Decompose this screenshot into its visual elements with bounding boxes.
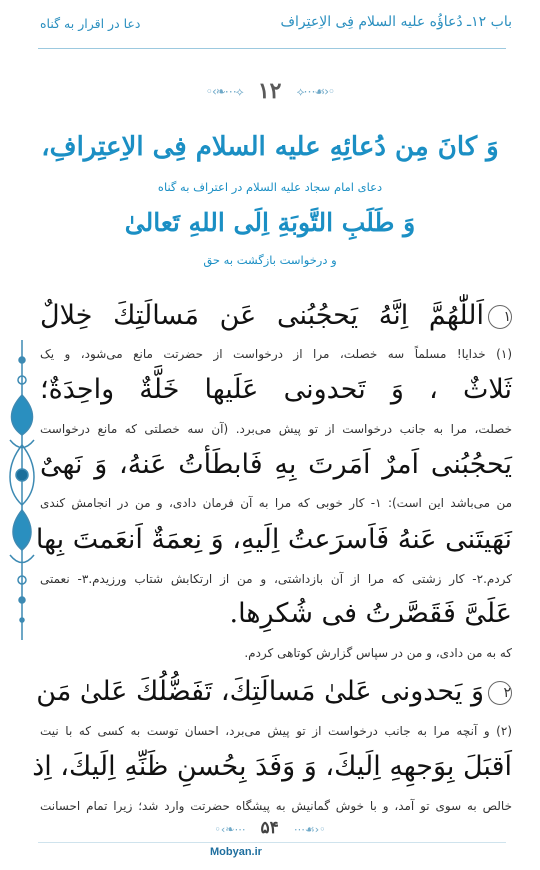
left-flourish-icon: ◦‹❧⋯ (214, 823, 246, 836)
page-header (0, 0, 540, 52)
verse-line-persian: من می‌باشد این است): ۱- کار خوبی که مرا به آن فرمان دادی، و من در انجامش کندی (40, 496, 513, 510)
verse-line-arabic: عَلَىَّ فَقَصَّرتُ فى شُكرِها. (229, 598, 512, 629)
page-number: ۵۴ (260, 818, 279, 838)
verse-text: وَ يَحدونى عَلىٰ مَسالَتِكَ، تَفَضُّلُكَ عَلىٰ مَن (36, 676, 484, 707)
site-watermark: Mobyan.ir (210, 846, 262, 858)
verse-line-arabic: نَهَيتَنى عَنهُ فَاَسرَعتُ اِلَيهِ، وَ نِعمَةٌ اَنعَمتَ بِها (35, 524, 512, 555)
verse-line-arabic: اَقبَلَ بِوَجهِهِ اِلَيكَ، وَ وَفَدَ بِحُسنِ ظَنِّهِ اِلَيكَ، اِذ (32, 751, 512, 782)
left-flourish-icon: ◦‹❧⋯⟡ (205, 84, 243, 99)
verse-line-arabic (36, 670, 512, 714)
right-flourish-icon: ⋯☙›◦ (293, 823, 326, 836)
chapter-badge (0, 78, 540, 104)
title-arabic-line1: وَ كانَ مِن دُعائِهِ عليه السلام فِى الاِعتِرافِ، (41, 132, 499, 162)
chapter-title: باب ۱۲ـ دُعاؤُه عليه السلام فِى الاِعتِراف (280, 14, 512, 30)
verse-line-persian: (۱) خدایا! مسلماً سه خصلت، مرا از درخواست از حضرتت مانع می‌شود، و یک (40, 347, 512, 361)
verse-line-arabic: ثَلاثٌ ، وَ تَحدونى عَلَيها خَلَّةٌ واحِدَةٌ؛ (40, 374, 512, 405)
header-divider (38, 48, 506, 49)
chapter-number: ۱۲ (257, 78, 282, 104)
page-number-badge (0, 818, 540, 838)
verse-line-persian: خصلت، مرا به جانب درخواست از تو پیش می‌برد. (آن سه خصلتی که مانع درخواست (40, 422, 512, 436)
verse-line-persian: (۲) و آنچه مرا به جانب درخواست از تو پیش می‌برد، احسان توست به کسی که با نیت (40, 724, 512, 738)
right-flourish-icon: ⟡⋯☙›◦ (296, 84, 335, 99)
verse-text: اَللّٰهُمَّ اِنَّهُ يَحجُبُنى عَن مَسالَتِكَ خِلالٌ (40, 300, 484, 331)
header-subtitle: دعا در اقرار به گناه (40, 16, 141, 31)
title-persian-line1: دعای امام سجاد علیه السلام در اعتراف به گناه (157, 180, 383, 194)
title-arabic-line2: وَ طَلَبِ التَّوبَةِ اِلَى اللهِ تَعالىٰ (124, 208, 416, 237)
verse-line-persian: کردم.۲- کار زشتی که مرا از آن بازداشتی، و من از ارتکابش شتاب ورزیدم.۳- نعمتی (40, 572, 512, 586)
verse-line-persian: که به من دادی، و من در سپاس گزارش کوتاهی کردم. (244, 646, 512, 660)
title-persian-line2: و درخواست بازگشت به حق (203, 253, 337, 267)
verse-number: ۲ (488, 681, 512, 705)
footer-divider (38, 842, 506, 843)
verse-line-arabic (40, 294, 512, 338)
verse-number: ۱ (488, 305, 512, 329)
verse-line-arabic: يَحجُبُنى اَمرٌ اَمَرتَ بِهِ فَابطَأتُ عَنهُ، وَ نَهىٌ (40, 449, 512, 480)
side-ornament-icon (4, 340, 40, 640)
verse-line-persian: خالص به سوی تو آمد، و با خوش گمانیش به پیشگاه حضرتت وارد شد؛ زیرا تمام احسانت (40, 799, 512, 813)
